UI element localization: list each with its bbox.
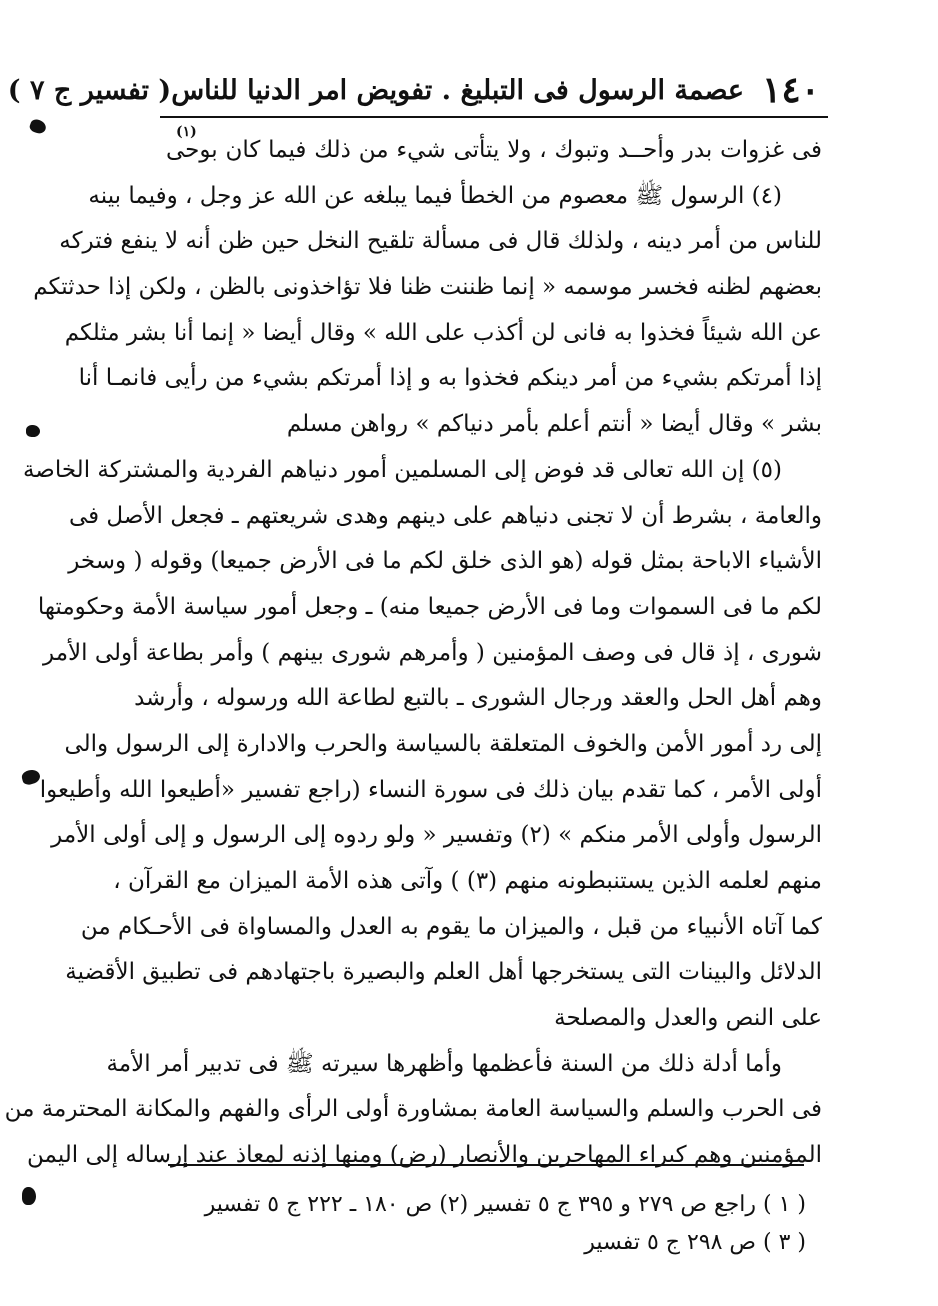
text-line: (٥) إن الله تعالى قد فوض إلى المسلمين أمور دنياهم الفردية والمشتركة الخاصة [22,456,782,483]
body-text [4,128,822,1179]
text-line: الأشياء الاباحة بمثل قوله (هو الذى خلق لكم ما فى الأرض جميعا) وقوله ( وسخر [68,548,822,575]
text-line: بعضهم لظنه فخسر موسمه « إنما ظننت ظنا فلا تؤاخذونى بالظن ، ولكن إذا حدثتكم [33,274,822,301]
footnotes [166,1186,806,1262]
volume-reference: ( تفسير ج ٧ ) [7,74,172,106]
text-line: الدلائل والبينات التى يستخرجها أهل العلم والبصيرة باجتهادهم فى تطبيق الأقضية [65,959,822,986]
text-line: إلى رد أمور الأمن والخوف المتعلقة بالسياسة والحرب والادارة إلى الرسول والى [64,730,822,757]
text-line: (٤) الرسول ﷺ معصوم من الخطأ فيما يبلغه عن الله عز وجل ، وفيما بينه [88,182,782,209]
text-line: فى غزوات بدر وأحــد وتبوك ، ولا يتأتى شيء من ذلك فيما كان بوحى [166,137,822,163]
running-title: عصمة الرسول فى التبليغ . تفويض امر الدنيا للناس [171,74,744,106]
text-line: كما آتاه الأنبياء من قبل ، والميزان ما يقوم به العدل والمساواة فى الأحـكام من [80,913,822,940]
text-line: أولى الأمر ، كما تقدم بيان ذلك فى سورة النساء (راجع تفسير «أطيعوا الله وأطيعوا [39,776,822,803]
text-line: لكم ما فى السموات وما فى الأرض جميعا منه) ـ وجعل أمور سياسة الأمة وحكومتها [37,593,822,620]
text-line: وأما أدلة ذلك من السنة فأعظمها وأظهرها سيرته ﷺ فى تدبير أمر الأمة [106,1050,782,1077]
text-line: والعامة ، بشرط أن لا تجنى دنياهم على دينهم وهدى شريعتهم ـ فجعل الأصل فى [68,502,822,529]
text-line: وهم أهل الحل والعقد ورجال الشورى ـ بالتبع لطاعة الله ورسوله ، وأرشد [134,685,822,712]
text-line: المؤمنين وهم كبراء المهاجرين والأنصار (رض) ومنها إذنه لمعاذ عند إرساله إلى اليمن [27,1142,822,1169]
margin-ink-mark [20,768,41,786]
text-line: إذا أمرتكم بشيء من أمر دينكم فخذوا به و إذا أمرتكم بشيء من رأيى فانمـا أنا [78,365,822,392]
footnote-divider [168,1164,804,1166]
page-number: ١٤٠ [761,69,820,111]
margin-ink-mark [22,1187,36,1205]
text-line: شورى ، إذ قال فى وصف المؤمنين ( وأمرهم شورى بينهم ) وأمر بطاعة أولى الأمر [43,639,822,666]
text-line: بشر » وقال أيضا « أنتم أعلم بأمر دنياكم » رواهن مسلم [286,411,822,438]
margin-ink-mark [26,425,40,437]
header-divider [160,116,828,118]
footnote-line: ( ١ ) راجع ص ٢٧٩ و ٣٩٥ ج ٥ تفسير (٢) ص ١٨٠ ـ ٢٢٢ ج ٥ تفسير [204,1192,806,1217]
running-header [7,62,820,118]
text-line: للناس من أمر دينه ، ولذلك قال فى مسألة تلقيح النخل حين ظن أنه لا ينفع فتركه [59,228,822,255]
text-line: فى الحرب والسلم والسياسة العامة بمشاورة أولى الرأى والفهم والمكانة المحترمة من [4,1096,822,1123]
text-line: عن الله شيئاً فخذوا به فانى لن أكذب على الله » وقال أيضا « إنما أنا بشر مثلكم [64,319,822,346]
text-line: منهم لعلمه الذين يستنبطونه منهم (٣) ) وآتى هذه الأمة الميزان مع القرآن ، [113,868,822,894]
text-line: على النص والعدل والمصلحة [554,1005,822,1032]
footnote-marker: (١) [176,124,197,140]
text-line: الرسول وأولى الأمر منكم » (٢) وتفسير « ولو ردوه إلى الرسول و إلى أولى الأمر [51,822,822,849]
margin-ink-mark [28,118,47,136]
footnote-line: ( ٣ ) ص ٢٩٨ ج ٥ تفسير [584,1230,806,1255]
